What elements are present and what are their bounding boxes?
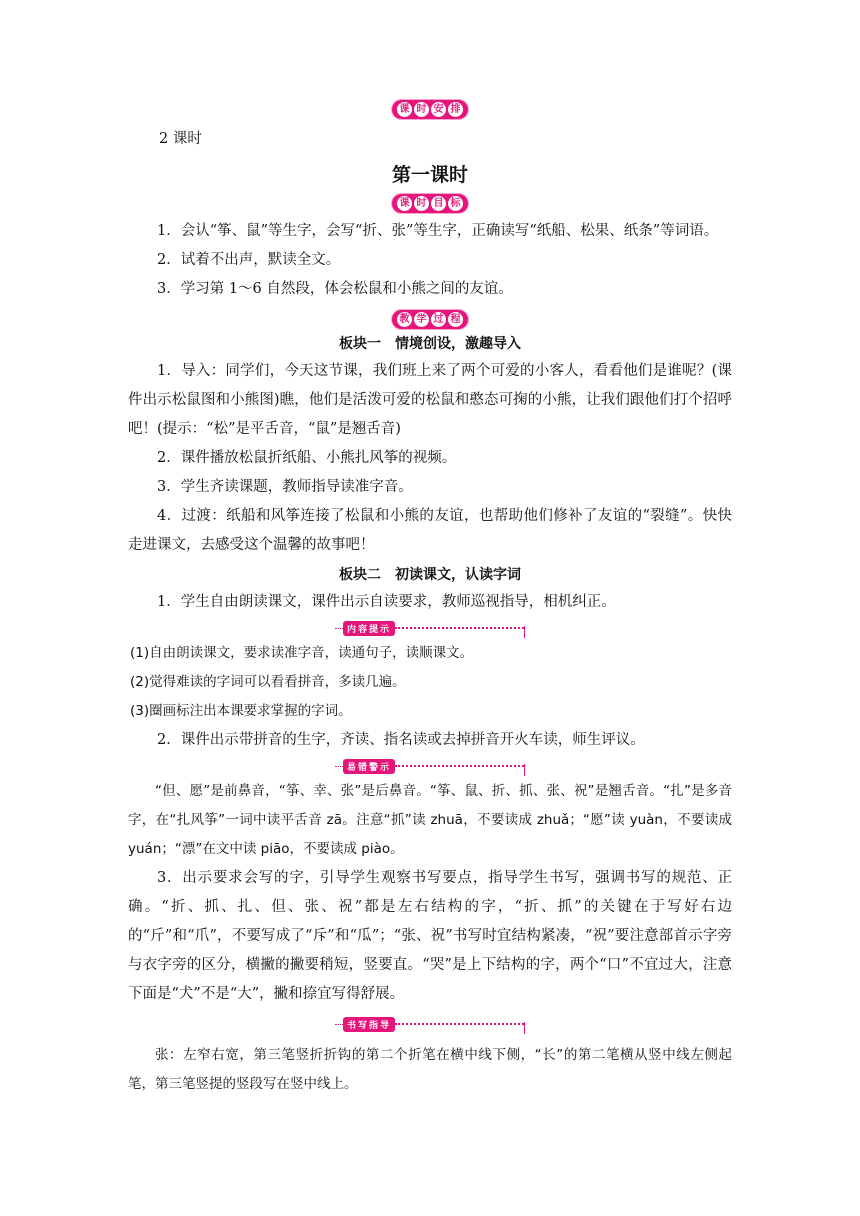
process-heading [128,310,732,329]
heading-char: 程 [448,312,463,327]
goal-item: 2．试着不出声，默读全文。 [157,252,341,268]
heading-char: 排 [448,102,463,117]
heading-char: 教 [397,312,412,327]
block1-title: 板块一 情境创设，激趣导入 [339,336,521,352]
block2-item: 1．学生自由朗读课文，课件出示自读要求，教师巡视指导，相机纠正。 [157,594,616,610]
process-heading-badge [392,310,468,329]
goal-item: 1．会认“筝、鼠”等生字，会写“折、张”等生字，正确读写“纸船、松果、纸条”等词语。 [157,223,719,239]
block2-title: 板块二 初读课文，认读字词 [339,567,521,583]
heading-char: 标 [448,196,463,211]
content-tip-label: 内容提示 [343,621,395,636]
block2-item: 3．出示要求会写的字，引导学生观察书写要点，指导学生书写，强调书写的规范、正确。“折、抓、扎、但、张、祝”都是左右结构的字，“折、抓”的关键在于写好右边的“斤”和“爪”，不要写成了“斥”和“瓜”；“张、祝”书写时宜结构紧凑，“祝”要注意部首示字旁与衣字旁的区分，横撇的撇要稍短，竖要直。“哭”是上下结构的字，两个“口”不宜过大，注意下面是“犬”不是“大”，撇和捺宜写得舒展。 [128,870,732,1002]
schedule-text: 2 课时 [159,131,202,147]
block1-item: 3．学生齐读课题，教师指导读准字音。 [157,479,413,495]
block2-item: 2．课件出示带拼音的生字，齐读、指名读或去掉拼音开火车读，师生评议。 [157,732,645,748]
error-tip-label: 易错警示 [343,759,395,774]
block1-item: 4．过渡：纸船和风筝连接了松鼠和小熊的友谊，也帮助他们修补了友谊的“裂缝”。快快走进课文，去感受这个温馨的故事吧！ [128,508,732,553]
heading-char: 时 [414,102,429,117]
error-tip-label-row [128,755,732,777]
content-tip-label-row [128,617,732,639]
lesson-plan-content [128,100,732,1099]
content-tip-item: (3)圈画标注出本课要求掌握的字词。 [130,703,352,719]
content-tip-item: (2)觉得难读的字词可以看看拼音，多读几遍。 [130,674,406,690]
heading-char: 安 [431,102,446,117]
content-tip-item: (1)自由朗读课文，要求读准字音，读通句子，读顺课文。 [130,645,474,661]
goal-item: 3．学习第 1～6 自然段，体会松鼠和小熊之间的友谊。 [157,281,513,297]
writing-tip-label-row [128,1013,732,1035]
schedule-heading [128,100,732,119]
goals-heading [128,194,732,213]
block1-item: 2．课件播放松鼠折纸船、小熊扎风筝的视频。 [157,450,457,466]
goals-heading-badge [392,194,468,213]
writing-tip-text: 张：左窄右宽，第三笔竖折折钩的第二个折笔在横中线下侧，“长”的第二笔横从竖中线左侧起笔，第三笔竖提的竖段写在竖中线上。 [128,1047,732,1092]
heading-char: 过 [431,312,446,327]
writing-tip-label: 书写指导 [343,1017,395,1032]
heading-char: 时 [414,196,429,211]
schedule-heading-badge [392,100,468,119]
heading-char: 目 [431,196,446,211]
lesson-title: 第一课时 [391,164,468,186]
error-tip-text: “但、愿”是前鼻音，“筝、幸、张”是后鼻音。“筝、鼠、折、抓、张、祝”是翘舌音。“扎”是多音字，在“扎风筝”一词中读平舌音 zā。注意“抓”读 zhuā，不要读成 zhuǎ；“愿”读 yuàn，不要读成 yuán；“漂”在文中读 piāo，不要读成 piào。 [128,783,732,857]
heading-char: 课 [397,102,412,117]
heading-char: 学 [414,312,429,327]
heading-char: 课 [397,196,412,211]
block1-item: 1．导入：同学们，今天这节课，我们班上来了两个可爱的小客人，看看他们是谁呢？(课件出示松鼠图和小熊图)瞧，他们是活泼可爱的松鼠和憨态可掬的小熊，让我们跟他们打个招呼吧！(提示：“松”是平舌音，“鼠”是翘舌音) [128,363,732,437]
